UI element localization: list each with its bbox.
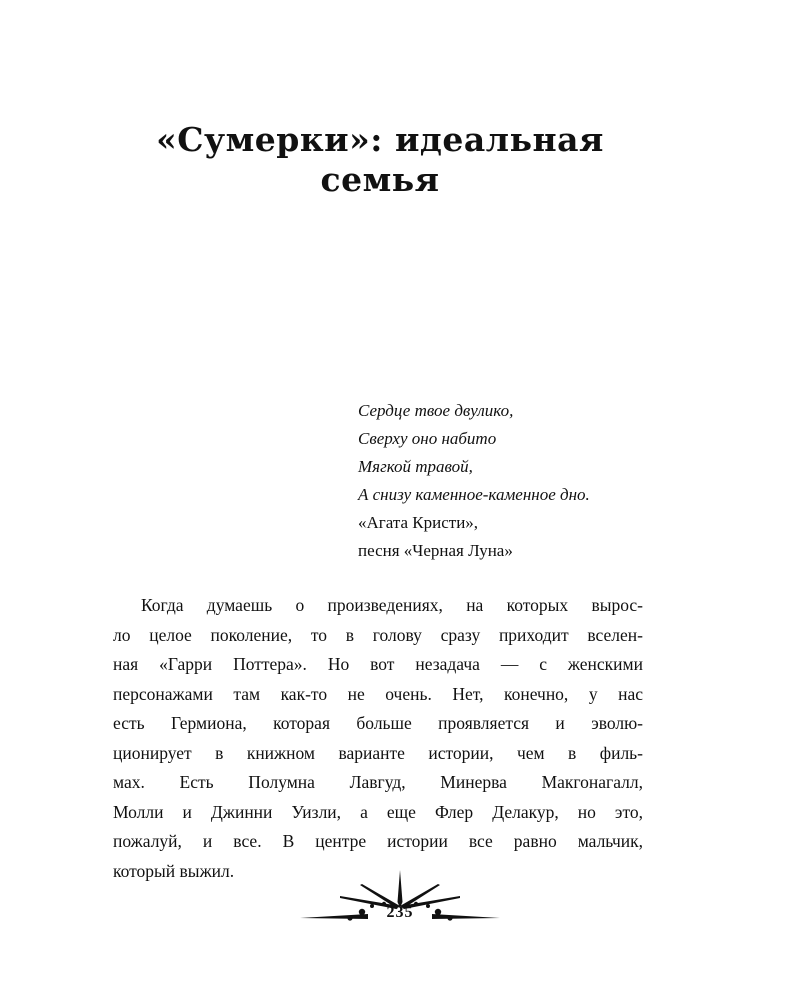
paragraph-line: есть Гермиона, которая больше проявляется и эволю- bbox=[113, 713, 643, 733]
epigraph-line: Сверху оно набито bbox=[358, 429, 497, 448]
paragraph-line: Когда думаешь о произведениях, на которых вырос- bbox=[141, 595, 643, 615]
paragraph-line: мах. Есть Полумна Лавгуд, Минерва Макгонагалл, bbox=[113, 772, 643, 792]
paragraph-line: ная «Гарри Поттера». Но вот незадача — с женскими bbox=[113, 654, 643, 674]
epigraph-line: Сердце твое двулико, bbox=[358, 401, 514, 420]
chapter-title-line-2: семья bbox=[320, 160, 440, 199]
paragraph-line: который выжил. bbox=[113, 860, 235, 881]
epigraph-line: А снизу каменное-каменное дно. bbox=[358, 485, 590, 504]
paragraph-line: Молли и Джинни Уизли, а еще Флер Делакур, но это, bbox=[113, 801, 643, 822]
page-folio bbox=[300, 868, 500, 928]
paragraph-line: пожалуй, и все. В центре истории все равно мальчик, bbox=[113, 831, 643, 851]
paragraph-line: персонажами там как-то не очень. Нет, конечно, у нас bbox=[113, 683, 643, 704]
paragraph-line: ло целое поколение, то в голову сразу приходит вселен- bbox=[113, 624, 643, 645]
chapter-title-line-1: «Сумерки»: идеальная bbox=[156, 120, 604, 159]
epigraph-attribution-author: «Агата Кристи», bbox=[358, 513, 479, 532]
epigraph-attribution-song: песня «Черная Луна» bbox=[358, 541, 513, 560]
page-number: 235 bbox=[386, 904, 414, 921]
paragraph-line: ционирует в книжном варианте истории, чем в филь- bbox=[113, 742, 643, 763]
body-paragraph bbox=[113, 591, 643, 886]
epigraph bbox=[358, 397, 738, 565]
chapter-title bbox=[100, 120, 660, 200]
epigraph-line: Мягкой травой, bbox=[358, 457, 473, 476]
